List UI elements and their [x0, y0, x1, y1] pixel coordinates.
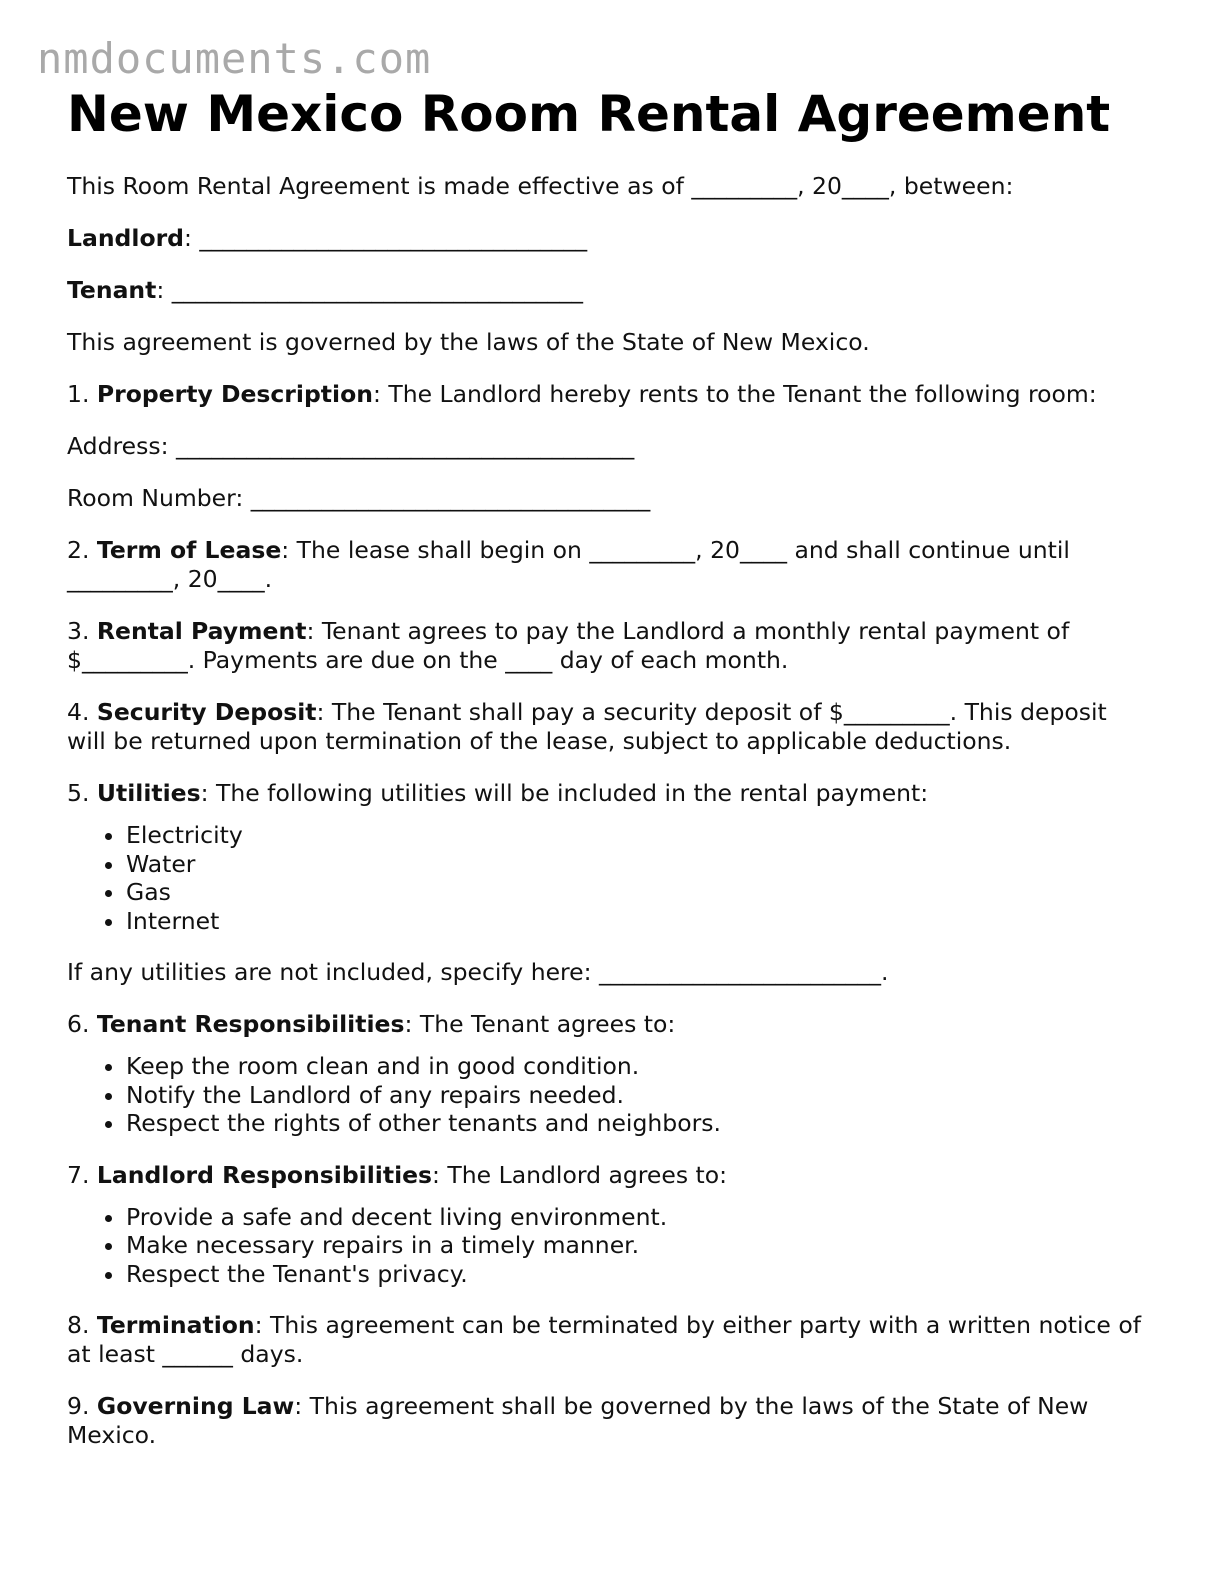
section-number: 9.	[67, 1392, 97, 1420]
section-governing-law	[67, 1392, 1147, 1450]
section-heading: Termination	[96, 1311, 255, 1339]
section-text: : The Landlord agrees to:	[432, 1160, 728, 1189]
section-heading: Term of Lease	[96, 536, 282, 564]
section-text: : This agreement can be terminated by either party with a written notice of at least ______ days.	[67, 1311, 1141, 1368]
section-text: : This agreement shall be governed by the laws of the State of New Mexico.	[67, 1392, 1089, 1449]
tenant-blank: : ___________________________________	[156, 276, 584, 304]
list-item: • Electricity	[126, 821, 1147, 850]
list-item: • Respect the Tenant's privacy.	[126, 1260, 1147, 1289]
section-number: 2.	[67, 536, 97, 564]
list-item: • Gas	[126, 878, 1147, 907]
intro-paragraph: This Room Rental Agreement is made effective as of _________, 20____, between:	[67, 172, 1014, 200]
section-landlord-responsibilities	[67, 1161, 1147, 1190]
document-page	[67, 84, 1147, 1473]
section-number: 8.	[67, 1311, 97, 1339]
section-heading: Security Deposit	[96, 698, 317, 726]
section-utilities	[67, 779, 1147, 808]
section-text: : The Tenant shall pay a security deposit of $_________. This deposit will be returned upon termination of the lease, subject to applicable deductions.	[67, 698, 1107, 755]
section-number: 6.	[67, 1010, 97, 1038]
tenant-responsibilities-list	[67, 1052, 1147, 1138]
section-number: 7.	[67, 1160, 97, 1189]
section-text: : The following utilities will be included in the rental payment:	[200, 779, 929, 807]
section-heading: Property Description	[96, 380, 373, 408]
section-number: 1.	[67, 380, 97, 408]
section-tenant-responsibilities	[67, 1010, 1147, 1039]
list-item: • Internet	[126, 907, 1147, 936]
section-rental-payment	[67, 617, 1147, 675]
section-number: 3.	[67, 617, 97, 645]
document-title: New Mexico Room Rental Agreement	[67, 85, 1111, 143]
room-number-line: Room Number: __________________________________	[67, 484, 651, 512]
watermark: nmdocuments.com	[37, 34, 432, 83]
governed-paragraph: This agreement is governed by the laws of the State of New Mexico.	[67, 328, 870, 356]
section-security-deposit	[67, 698, 1147, 756]
list-item: • Respect the rights of other tenants and neighbors.	[126, 1109, 1147, 1138]
list-item: • Provide a safe and decent living environment.	[126, 1203, 1147, 1232]
section-termination	[67, 1311, 1147, 1369]
list-item: • Notify the Landlord of any repairs needed.	[126, 1081, 1147, 1110]
tenant-label: Tenant	[67, 276, 157, 304]
list-item: • Make necessary repairs in a timely manner.	[126, 1231, 1147, 1260]
section-text: : Tenant agrees to pay the Landlord a monthly rental payment of $_________. Payments are due on the ____ day of each month.	[67, 617, 1070, 674]
utilities-list	[67, 821, 1147, 935]
landlord-line	[67, 224, 1147, 253]
section-heading: Rental Payment	[96, 617, 307, 645]
landlord-label: Landlord	[67, 224, 184, 252]
address-line: Address: _______________________________________	[67, 432, 635, 460]
section-number: 4.	[67, 698, 97, 726]
section-text: : The Landlord hereby rents to the Tenant the following room:	[372, 380, 1097, 408]
section-heading: Landlord Responsibilities	[96, 1160, 433, 1189]
landlord-responsibilities-list	[67, 1203, 1147, 1289]
list-item: • Water	[126, 850, 1147, 879]
tenant-line	[67, 276, 1147, 305]
section-text: : The lease shall begin on _________, 20____ and shall continue until _________, 20____.	[67, 536, 1070, 593]
list-item: • Keep the room clean and in good condition.	[126, 1052, 1147, 1081]
utilities-note: If any utilities are not included, specify here: ________________________.	[67, 958, 889, 986]
section-heading: Governing Law	[96, 1392, 295, 1420]
section-term	[67, 536, 1147, 594]
landlord-blank: : _________________________________	[184, 224, 588, 252]
section-number: 5.	[67, 779, 97, 807]
section-heading: Tenant Responsibilities	[96, 1010, 405, 1038]
section-property	[67, 380, 1147, 409]
section-heading: Utilities	[96, 779, 201, 807]
section-text: : The Tenant agrees to:	[404, 1010, 676, 1038]
